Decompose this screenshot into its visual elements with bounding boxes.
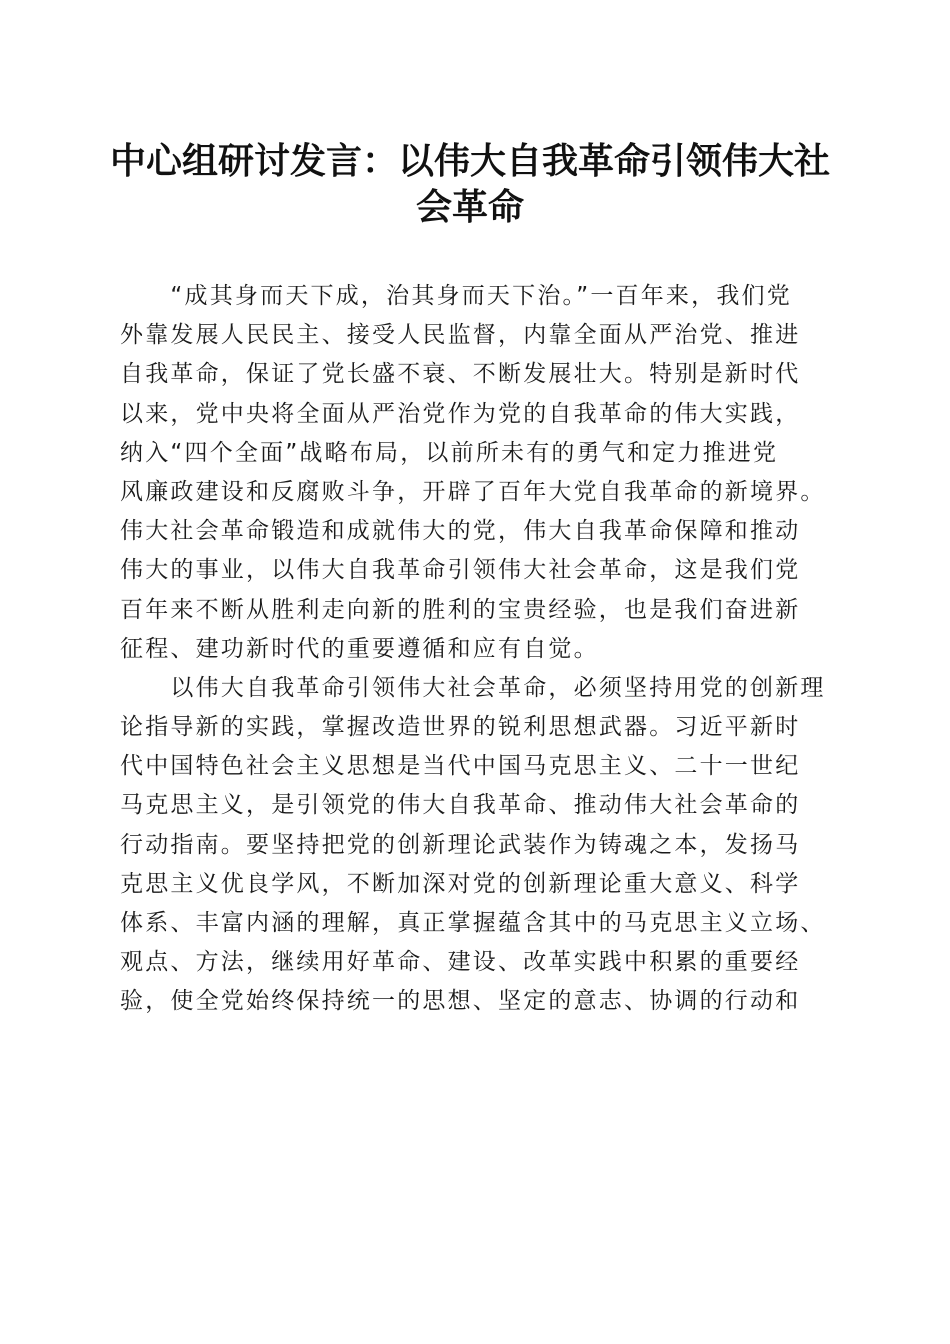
- document-title: [100, 138, 840, 230]
- body-line: 外靠发展人民民主、接受人民监督，内靠全面从严治党、推进: [120, 322, 801, 349]
- body-line: 马克思主义，是引领党的伟大自我革命、推动伟大社会革命的: [120, 792, 801, 819]
- body-line: 征程、建功新时代的重要遵循和应有自觉。: [120, 635, 599, 662]
- body-line: 论指导新的实践，掌握改造世界的锐利思想武器。习近平新时: [120, 714, 801, 741]
- body-line: 风廉政建设和反腐败斗争，开辟了百年大党自我革命的新境界。: [120, 478, 826, 505]
- body-line: 伟大社会革命锻造和成就伟大的党，伟大自我革命保障和推动: [120, 518, 801, 545]
- body-line: 伟大的事业，以伟大自我革命引领伟大社会革命，这是我们党: [120, 557, 801, 584]
- title-line-1: 中心组研讨发言：以伟大自我革命引领伟大社: [109, 140, 830, 182]
- body-line: 行动指南。要坚持把党的创新理论武装作为铸魂之本，发扬马: [120, 831, 801, 858]
- body-line: 观点、方法，继续用好革命、建设、改革实践中积累的重要经: [120, 949, 801, 976]
- body-line: 体系、丰富内涵的理解，真正掌握蕴含其中的马克思主义立场、: [120, 910, 826, 936]
- body-line: “成其身而天下成，治其身而天下治。”一百年来，我们党: [120, 283, 792, 309]
- body-line: 纳入“四个全面”战略布局，以前所未有的勇气和定力推进党: [120, 439, 779, 466]
- body-line: 克思主义优良学风，不断加深对党的创新理论重大意义、科学: [120, 870, 801, 897]
- title-line-2: 会革命: [415, 186, 524, 228]
- document-body: [120, 277, 840, 1022]
- body-line: 以来，党中央将全面从严治党作为党的自我革命的伟大实践，: [120, 400, 801, 427]
- body-line: 验，使全党始终保持统一的思想、坚定的意志、协调的行动和: [120, 988, 801, 1015]
- body-line: 以伟大自我革命引领伟大社会革命，必须坚持用党的创新理: [120, 674, 826, 701]
- body-line: 百年来不断从胜利走向新的胜利的宝贵经验，也是我们奋进新: [120, 596, 801, 623]
- body-line: 代中国特色社会主义思想是当代中国马克思主义、二十一世纪: [120, 753, 801, 780]
- body-line: 自我革命，保证了党长盛不衰、不断发展壮大。特别是新时代: [120, 361, 801, 388]
